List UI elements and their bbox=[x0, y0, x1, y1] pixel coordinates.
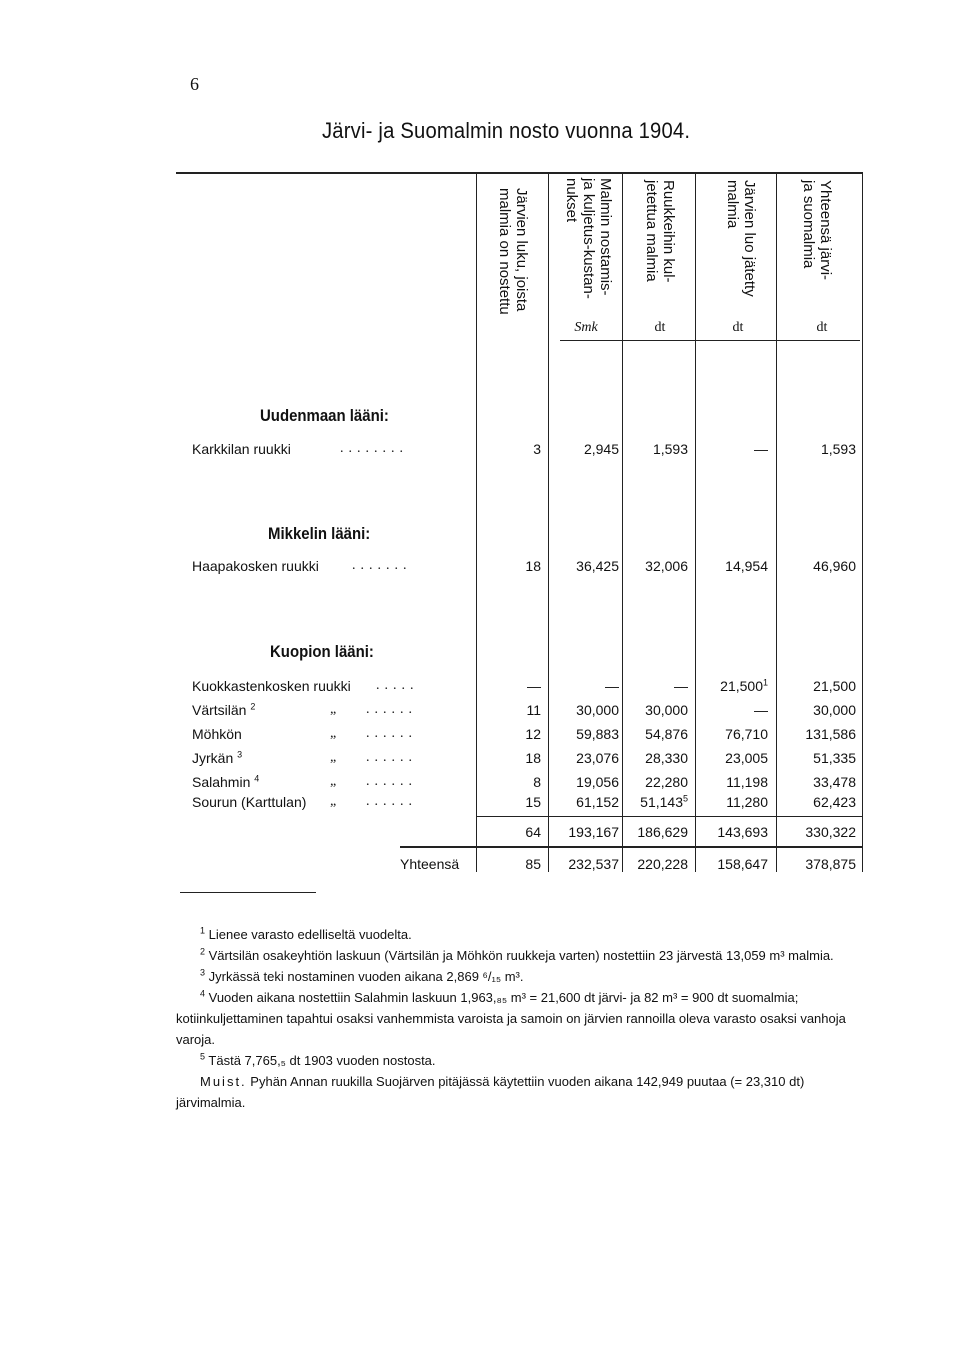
cell-delivered: 30,000 bbox=[645, 702, 688, 718]
cell-left: — bbox=[754, 441, 768, 457]
row-label: Jyrkän $^3$ bbox=[192, 749, 243, 766]
cell-costs: 232,537 bbox=[568, 856, 619, 872]
cell-costs: 19,056 bbox=[576, 774, 619, 790]
remark-label: Muist. bbox=[200, 1074, 247, 1089]
footnote-ref: 5 bbox=[682, 793, 688, 804]
cell-costs: 193,167 bbox=[568, 824, 619, 840]
row-label: Möhkön bbox=[192, 726, 242, 742]
subtotal-rule bbox=[476, 816, 862, 817]
cell-total: 46,960 bbox=[813, 558, 856, 574]
cell-lakes: 15 bbox=[525, 794, 541, 810]
cell-delivered: 220,228 bbox=[637, 856, 688, 872]
header-total-ore: Yhteensä järvi- ja suomalmia bbox=[800, 180, 834, 281]
cell-costs: 23,076 bbox=[576, 750, 619, 766]
footnote: $^1$ Lienee varasto edelliseltä vuodelta. bbox=[200, 925, 412, 942]
cell-left: — bbox=[754, 702, 768, 718]
footnote-ref: 3 bbox=[237, 749, 243, 760]
col-divider-1 bbox=[476, 172, 477, 872]
ditto-mark: „ bbox=[330, 702, 337, 717]
header-delivered: Ruukkeihin kul- jetettua malmia bbox=[643, 180, 677, 283]
cell-left: 11,280 bbox=[726, 794, 768, 810]
footnote: $^2$ Värtsilän osakeyhtiön laskuun (Värtsilän ja Möhkön ruukkeja varten) nostettiin 23 järvestä 13,059 m³ malmia. bbox=[200, 946, 834, 963]
row-label: Kuokkastenkosken ruukki bbox=[192, 678, 351, 694]
cell-costs: 2,945 bbox=[583, 441, 619, 457]
col-divider-4 bbox=[695, 172, 696, 872]
cell-delivered: — bbox=[674, 678, 688, 694]
footnote-ref: 1 bbox=[762, 677, 768, 688]
cell-costs: 30,000 bbox=[576, 702, 619, 718]
row-label: Salahmin $^4$ bbox=[192, 773, 260, 790]
cell-lakes: 12 bbox=[525, 726, 541, 742]
ditto-mark: „ bbox=[330, 774, 337, 789]
cell-lakes: 18 bbox=[525, 750, 541, 766]
page-number: 6 bbox=[190, 74, 199, 94]
leader-dots: ..... bbox=[376, 678, 419, 693]
row-label: Karkkilan ruukki bbox=[192, 441, 291, 457]
region-heading: Kuopion lääni: bbox=[270, 642, 374, 661]
unit-col5: dt bbox=[816, 320, 828, 335]
ditto-mark: „ bbox=[330, 726, 337, 741]
footnote: $^3$ Jyrkässä teki nostaminen vuoden aikana 2,869 ⁶/₁₅ m³. bbox=[200, 967, 524, 984]
header-left-at-lakes: Järvien luo jätetty malmia bbox=[724, 180, 758, 297]
footnote: $^5$ Tästä 7,765,₅ dt 1903 vuoden nostosta. bbox=[200, 1051, 436, 1068]
cell-total: 30,000 bbox=[813, 702, 856, 718]
cell-total: 51,335 bbox=[813, 750, 856, 766]
cell-delivered: 51,143$^5$ bbox=[640, 793, 688, 810]
total-rule bbox=[400, 846, 862, 848]
cell-left: 21,500$^1$ bbox=[720, 677, 768, 694]
cell-delivered: 1,593 bbox=[652, 441, 688, 457]
cell-left: 23,005 bbox=[725, 750, 768, 766]
cell-delivered: 28,330 bbox=[645, 750, 688, 766]
leader-dots: ...... bbox=[366, 750, 417, 765]
footnotes bbox=[176, 924, 876, 1113]
cell-total: 62,423 bbox=[813, 794, 856, 810]
region-heading: Mikkelin lääni: bbox=[268, 524, 371, 543]
cell-left: 158,647 bbox=[717, 856, 768, 872]
row-label: Haapakosken ruukki bbox=[192, 558, 319, 574]
cell-costs: 61,152 bbox=[576, 794, 619, 810]
leader-dots: ...... bbox=[366, 794, 417, 809]
units-rule bbox=[560, 340, 860, 341]
unit-col2: Smk bbox=[574, 320, 598, 335]
cell-delivered: 32,006 bbox=[645, 558, 688, 574]
cell-lakes: 8 bbox=[533, 774, 541, 790]
cell-total: 131,586 bbox=[805, 726, 856, 742]
footnote-ref: 2 bbox=[250, 701, 256, 712]
cell-total: 378,875 bbox=[805, 856, 856, 872]
footnote-ref: 4 bbox=[254, 773, 260, 784]
cell-lakes: 85 bbox=[525, 856, 541, 872]
cell-left: 143,693 bbox=[717, 824, 768, 840]
cell-total: 330,322 bbox=[805, 824, 856, 840]
remark-text: Pyhän Annan ruukilla Suojärven pitäjässä käytettiin vuoden aikana 142,949 puutaa (= 23,310 dt) järvimalmia. bbox=[176, 1074, 805, 1110]
cell-total: 1,593 bbox=[820, 441, 856, 457]
cell-delivered: 22,280 bbox=[645, 774, 688, 790]
unit-col3: dt bbox=[654, 320, 666, 335]
col-divider-2 bbox=[548, 172, 549, 872]
ditto-mark: „ bbox=[330, 794, 337, 809]
col-divider-3 bbox=[622, 172, 623, 872]
ditto-mark: „ bbox=[330, 750, 337, 765]
cell-costs: — bbox=[605, 678, 619, 694]
region-heading: Uudenmaan lääni: bbox=[260, 406, 389, 425]
page-title: Järvi- ja Suomalmin nosto vuonna 1904. bbox=[322, 118, 691, 143]
cell-delivered: 54,876 bbox=[645, 726, 688, 742]
table-top-rule bbox=[176, 172, 862, 174]
remark bbox=[176, 1071, 876, 1113]
footnote-rule bbox=[180, 892, 316, 893]
col-divider-6 bbox=[862, 172, 863, 872]
leader-dots: ........ bbox=[340, 441, 408, 456]
row-label: Värtsilän $^2$ bbox=[192, 701, 256, 718]
leader-dots: ...... bbox=[366, 774, 417, 789]
leader-dots: ...... bbox=[366, 702, 417, 717]
header-lakes-count: Järvien luku, joista malmia on nostettu bbox=[496, 188, 530, 315]
total-label: Yhteensä bbox=[400, 856, 460, 872]
unit-col4: dt bbox=[732, 320, 744, 335]
cell-lakes: — bbox=[527, 678, 541, 694]
cell-lakes: 11 bbox=[526, 702, 541, 718]
cell-costs: 36,425 bbox=[576, 558, 619, 574]
cell-costs: 59,883 bbox=[576, 726, 619, 742]
cell-total: 21,500 bbox=[813, 678, 856, 694]
cell-left: 11,198 bbox=[726, 774, 768, 790]
cell-lakes: 3 bbox=[533, 441, 541, 457]
leader-dots: ....... bbox=[352, 558, 412, 573]
cell-left: 76,710 bbox=[725, 726, 768, 742]
row-label: Sourun (Karttulan) bbox=[192, 794, 307, 810]
cell-lakes: 18 bbox=[525, 558, 541, 574]
leader-dots: ...... bbox=[366, 726, 417, 741]
header-costs: Malmin nostamis- ja kuljetus-kustan- nukset bbox=[563, 178, 614, 299]
footnote: $^4$ Vuoden aikana nostettiin Salahmin laskuun 1,963,₈₅ m³ = 21,600 dt järvi- ja 82 m³ = 900 dt suomalmia; kotiinkuljettaminen tapahtui osaksi vanhemmista varoista ja samoin on järvien rannoilla oleva varasto osaksi vanhoja varoja. bbox=[176, 988, 846, 1047]
cell-total: 33,478 bbox=[813, 774, 856, 790]
cell-lakes: 64 bbox=[525, 824, 541, 840]
col-divider-5 bbox=[776, 172, 777, 872]
cell-left: 14,954 bbox=[725, 558, 768, 574]
cell-delivered: 186,629 bbox=[637, 824, 688, 840]
